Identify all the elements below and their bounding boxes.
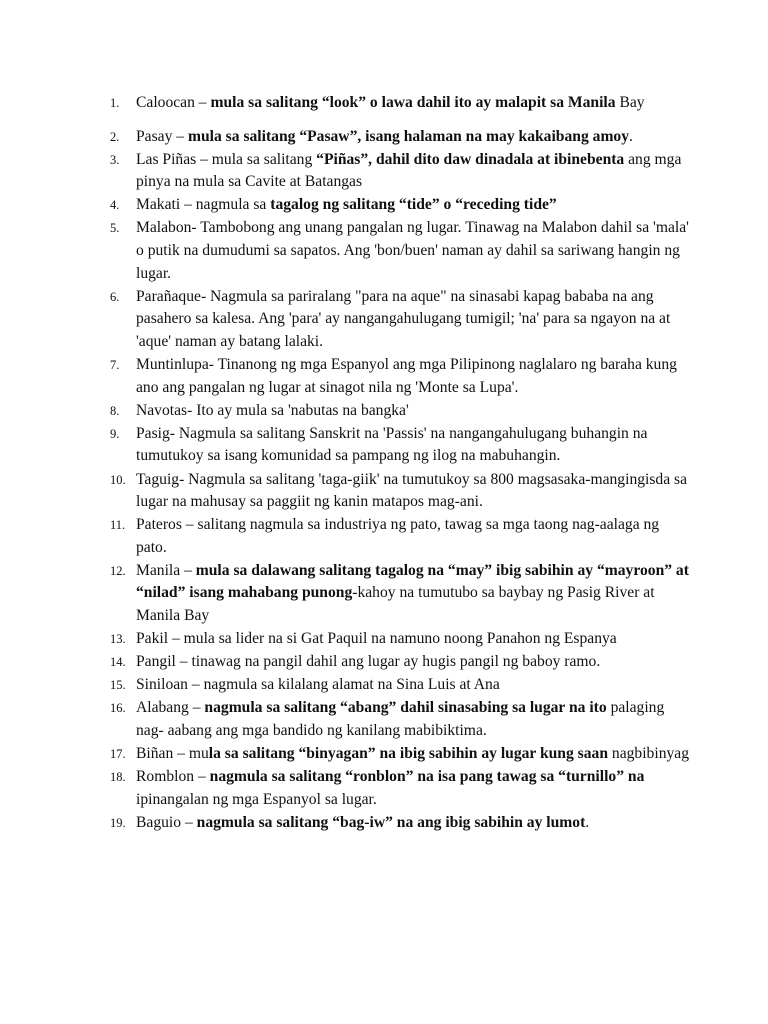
item-text bbox=[136, 812, 690, 835]
item-text bbox=[136, 423, 690, 468]
item-text-bold: nagmula sa salitang “abang” dahil sinasabing sa lugar na ito bbox=[204, 699, 607, 717]
item-number: 18. bbox=[110, 770, 126, 785]
item-text-regular: ipinangalan ng mga Espanyol sa lugar. bbox=[136, 790, 377, 808]
item-number: 10. bbox=[110, 472, 126, 487]
item-text bbox=[136, 469, 690, 514]
item-text-regular: Manila – bbox=[136, 561, 196, 579]
item-text-bold: “Piñas”, dahil dito daw dinadala at ibinebenta bbox=[316, 150, 625, 168]
item-text bbox=[136, 743, 690, 766]
item-number: 13. bbox=[110, 632, 126, 647]
item-number: 16. bbox=[110, 701, 126, 716]
item-text-regular: Pasay – bbox=[136, 127, 188, 145]
item-text bbox=[136, 560, 690, 628]
item-text-regular: ang mga pinya na mula sa Cavite at Batangas bbox=[136, 150, 682, 191]
item-number: 14. bbox=[110, 655, 126, 670]
item-text-regular: Alabang – bbox=[136, 699, 205, 717]
item-text-regular: Pateros – salitang nagmula sa industriya ng pato, tawag sa mga taong nag-aalaga ng pato. bbox=[136, 516, 660, 556]
list-item bbox=[110, 286, 690, 354]
item-text bbox=[136, 697, 690, 742]
item-number: 2. bbox=[110, 129, 120, 144]
item-text-bold: mula sa salitang “look” o lawa dahil ito ay malapit sa Manila bbox=[210, 94, 616, 111]
item-text bbox=[136, 400, 690, 423]
list-item bbox=[110, 651, 690, 674]
item-text-bold: nagmula sa salitang “bag-iw” na ang ibig sabihin ay lumot bbox=[196, 813, 586, 831]
item-text-regular: Pakil – mula sa lider na si Gat Paquil na namuno noong Panahon ng Espanya bbox=[136, 630, 617, 648]
item-number: 15. bbox=[110, 678, 126, 693]
list-item bbox=[110, 514, 690, 559]
item-text-bold: mula sa salitang “Pasaw”, isang halaman na may kakaibang amoy bbox=[187, 127, 630, 145]
item-text-regular: nagbibinyag bbox=[608, 745, 689, 763]
item-text-regular: Bay bbox=[615, 94, 645, 111]
item-text-regular: -kahoy na tumutubo sa baybay ng Pasig River at Manila Bay bbox=[136, 584, 655, 625]
item-text-regular: Romblon – bbox=[136, 768, 210, 786]
list-item bbox=[110, 469, 690, 514]
item-text-regular: . bbox=[585, 813, 590, 831]
list-item bbox=[110, 628, 690, 651]
item-text-regular: Muntinlupa- Tinanong ng mga Espanyol ang mga Pilipinong naglalaro ng baraha kung ano ang pangalan ng lugar at sinagot nila ng 'Monte sa Lupa'. bbox=[136, 356, 677, 396]
item-number: 6. bbox=[110, 289, 120, 304]
item-number: 8. bbox=[110, 403, 120, 418]
item-number: 5. bbox=[110, 221, 120, 236]
place-name-origins-list bbox=[110, 92, 690, 835]
list-item bbox=[110, 194, 690, 217]
item-text-bold: mula sa dalawang salitang tagalog na “may” ibig sabihin ay “mayroon” at “nilad” isang mahabang punong bbox=[136, 561, 689, 602]
item-text bbox=[136, 354, 690, 399]
item-text-regular: Malabon- Tambobong ang unang pangalan ng lugar. Tinawag na Malabon dahil sa 'mala' o putik na dumudumi sa sapatos. Ang 'bon/buen' naman ay dahil sa sariwang hangin ng lugar. bbox=[136, 219, 689, 282]
list-item bbox=[110, 126, 690, 149]
item-text-regular: Pangil – tinawag na pangil dahil ang lugar ay hugis pangil ng baboy ramo. bbox=[136, 653, 601, 671]
item-text-regular: Las Piñas – mula sa salitang bbox=[136, 150, 317, 168]
list-item bbox=[110, 354, 690, 399]
item-text bbox=[136, 766, 690, 811]
item-text bbox=[136, 126, 690, 149]
item-text bbox=[136, 514, 690, 559]
item-text bbox=[136, 194, 690, 217]
item-text bbox=[136, 217, 690, 285]
item-text-regular: Caloocan – bbox=[136, 94, 211, 111]
list-item bbox=[110, 400, 690, 423]
item-text bbox=[136, 651, 690, 674]
list-item bbox=[110, 423, 690, 468]
item-text bbox=[136, 92, 690, 115]
item-text-bold: tagalog ng salitang “tide” o “receding tide” bbox=[270, 196, 557, 214]
list-item bbox=[110, 697, 690, 742]
item-number: 12. bbox=[110, 563, 126, 578]
item-number: 19. bbox=[110, 815, 126, 830]
item-number: 3. bbox=[110, 152, 120, 167]
item-text-regular: Makati – nagmula sa bbox=[136, 196, 271, 214]
list-item bbox=[110, 92, 690, 115]
list-item bbox=[110, 560, 690, 628]
list-item bbox=[110, 743, 690, 766]
item-text-regular: Baguio – bbox=[136, 813, 197, 831]
item-number: 4. bbox=[110, 198, 120, 213]
list-item bbox=[110, 674, 690, 697]
item-text-regular: Taguig- Nagmula sa salitang 'taga-giik' na tumutukoy sa 800 magsasaka-mangingisda sa lugar na mahusay sa paggiit ng kanin matapos mag-ani. bbox=[136, 470, 688, 511]
item-text bbox=[136, 286, 690, 354]
item-text-regular: Siniloan – nagmula sa kilalang alamat na Sina Luis at Ana bbox=[136, 676, 500, 694]
item-text bbox=[136, 628, 690, 651]
item-number: 1. bbox=[110, 96, 120, 110]
item-text bbox=[136, 149, 690, 194]
list-item bbox=[110, 149, 690, 194]
item-number: 17. bbox=[110, 747, 126, 762]
item-text-regular: Parañaque- Nagmula sa pariralang "para na aque" na sinasabi kapag bababa na ang pasahero sa kalesa. Ang 'para' ay nangangahulugang tumigil; 'na' para sa ngayon na at 'aque' naman ay batang lalaki. bbox=[136, 287, 671, 350]
item-text-bold: la sa salitang “binyagan” na ibig sabihin ay lugar kung saan bbox=[208, 745, 609, 763]
item-text-regular: Biñan – mu bbox=[136, 745, 209, 763]
item-number: 11. bbox=[110, 518, 126, 533]
item-text-regular: palaging nag- aabang ang mga bandido ng kanilang mabibiktima. bbox=[136, 699, 665, 740]
list-item bbox=[110, 766, 690, 811]
item-text bbox=[136, 674, 690, 697]
item-text-regular: . bbox=[629, 127, 633, 145]
item-text-bold: nagmula sa salitang “ronblon” na isa pang tawag sa “turnillo” na bbox=[209, 768, 645, 786]
list-item bbox=[110, 217, 690, 285]
item-text-regular: Pasig- Nagmula sa salitang Sanskrit na 'Passis' na nangangahulugang buhangin na tumutukoy sa isang komunidad sa pampang ng ilog na mabuhangin. bbox=[136, 424, 648, 465]
item-text-regular: Navotas- Ito ay mula sa 'nabutas na bangka' bbox=[136, 401, 409, 419]
list-item bbox=[110, 812, 690, 835]
item-number: 7. bbox=[110, 358, 120, 373]
item-number: 9. bbox=[110, 426, 120, 441]
